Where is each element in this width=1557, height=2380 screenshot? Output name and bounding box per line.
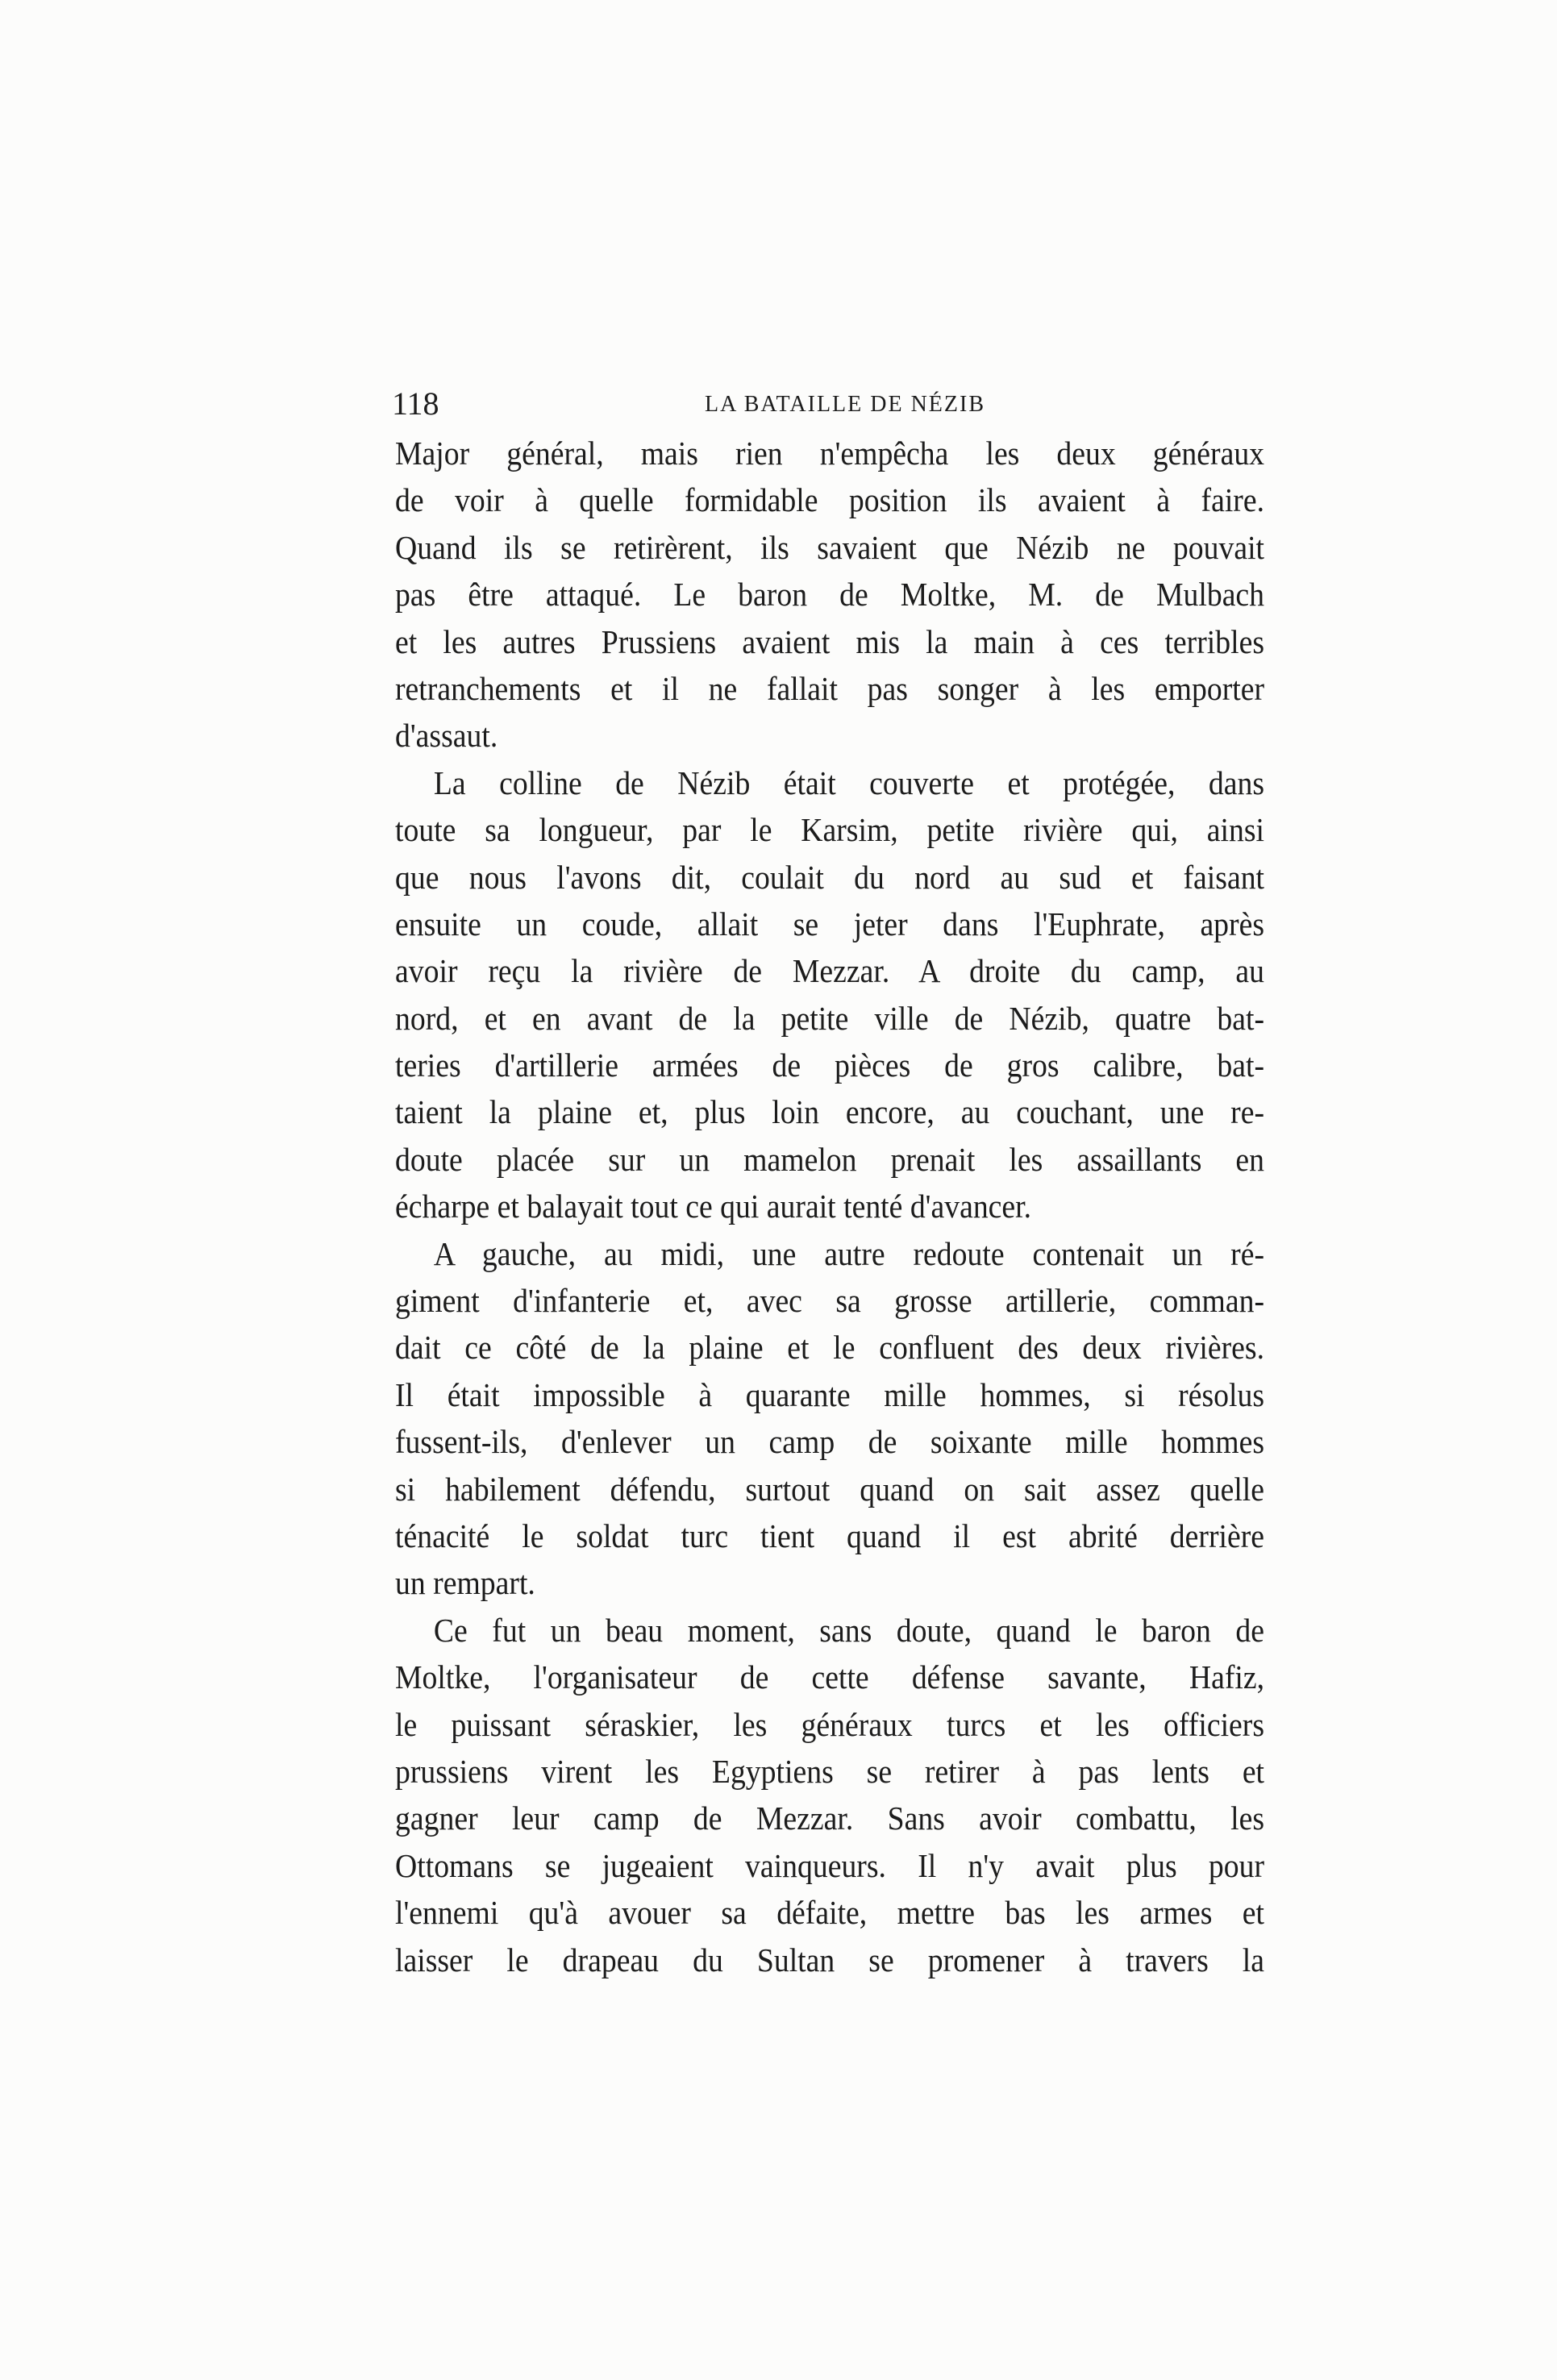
text-line: A gauche, au midi, une autre redoute contenait un ré- <box>433 1234 1265 1272</box>
text-line: Ce fut un beau moment, sans doute, quand le baron de <box>433 1611 1265 1649</box>
text-line: nord, et en avant de la petite ville de Nézib, quatre bat- <box>395 999 1265 1037</box>
text-line: dait ce côté de la plaine et le confluent des deux rivières. <box>395 1329 1265 1367</box>
paragraph <box>395 1230 1264 1607</box>
text-line: ensuite un coude, allait se jeter dans l'Euphrate, après <box>395 905 1265 942</box>
text-line: taient la plaine et, plus loin encore, au couchant, une re- <box>395 1093 1265 1131</box>
text-line: retranchements et il ne fallait pas songer à les emporter <box>395 669 1265 707</box>
text-line: avoir reçu la rivière de Mezzar. A droite du camp, au <box>395 952 1265 990</box>
paragraph <box>395 759 1264 1230</box>
text-line: teries d'artillerie armées de pièces de gros calibre, bat- <box>395 1046 1265 1084</box>
body-text <box>395 430 1264 1983</box>
text-line: Major général, mais rien n'empêcha les deux généraux <box>395 435 1265 472</box>
text-line: de voir à quelle formidable position ils avaient à faire. <box>395 481 1265 519</box>
text-line: ténacité le soldat turc tient quand il est abrité derrière <box>395 1517 1265 1554</box>
text-line: toute sa longueur, par le Karsim, petite rivière qui, ainsi <box>395 811 1265 849</box>
text-line: giment d'infanterie et, avec sa grosse artillerie, comman- <box>395 1282 1265 1320</box>
page-header <box>392 385 1266 422</box>
text-line: le puissant séraskier, les généraux turcs et les officiers <box>395 1705 1265 1743</box>
text-line: d'assaut. <box>395 717 498 755</box>
text-line: un rempart. <box>395 1564 535 1602</box>
text-line: et les autres Prussiens avaient mis la main à ces terribles <box>395 622 1265 660</box>
paragraph <box>395 1607 1264 1983</box>
text-line: Il était impossible à quarante mille hommes, si résolus <box>395 1375 1265 1413</box>
text-line: doute placée sur un mamelon prenait les assaillants en <box>395 1140 1265 1178</box>
text-line: Moltke, l'organisateur de cette défense savante, Hafiz, <box>395 1658 1265 1696</box>
text-line: pas être attaqué. Le baron de Moltke, M. de Mulbach <box>395 576 1265 614</box>
text-line: écharpe et balayait tout ce qui aurait tenté d'avancer. <box>395 1188 1032 1225</box>
text-line: si habilement défendu, surtout quand on sait assez quelle <box>395 1470 1265 1508</box>
text-line: prussiens virent les Egyptiens se retirer à pas lents et <box>395 1752 1265 1790</box>
text-line: laisser le drapeau du Sultan se promener à travers la <box>395 1941 1265 1978</box>
running-title: LA BATAILLE DE NÉZIB <box>704 392 986 417</box>
text-line: gagner leur camp de Mezzar. Sans avoir combattu, les <box>395 1800 1265 1837</box>
paragraph <box>395 430 1264 759</box>
text-line: La colline de Nézib était couverte et protégée, dans <box>433 764 1265 801</box>
page-number: 118 <box>392 385 439 422</box>
text-line: fussent-ils, d'enlever un camp de soixante mille hommes <box>395 1423 1265 1461</box>
text-line: Ottomans se jugeaient vainqueurs. Il n'y avait plus pour <box>395 1846 1265 1884</box>
text-line: Quand ils se retirèrent, ils savaient que Nézib ne pouvait <box>395 528 1265 566</box>
text-line: que nous l'avons dit, coulait du nord au sud et faisant <box>395 858 1265 896</box>
text-line: l'ennemi qu'à avouer sa défaite, mettre bas les armes et <box>395 1894 1265 1932</box>
